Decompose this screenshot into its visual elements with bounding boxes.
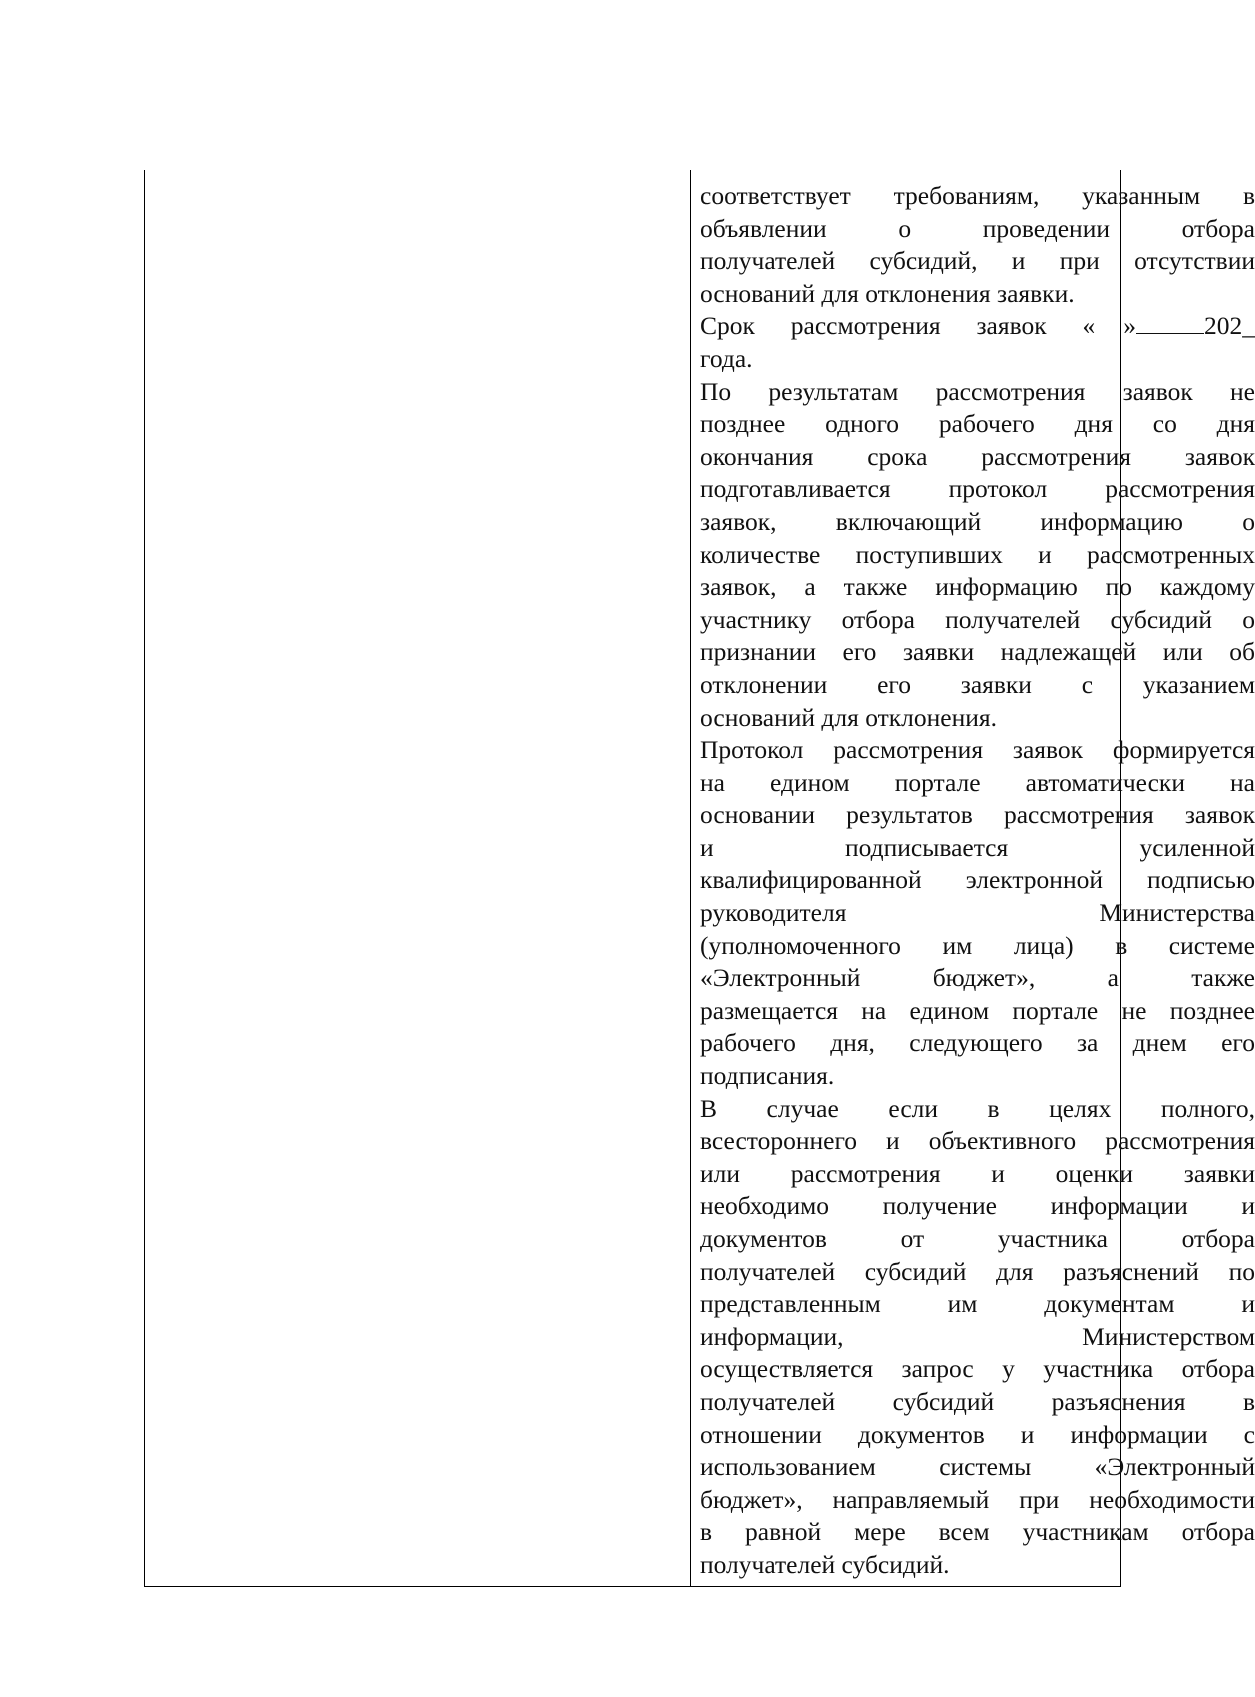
- text-line: основании результатов рассмотрения заявок: [700, 800, 1255, 830]
- text-line: соответствует требованиям, указанным в: [700, 181, 1255, 210]
- text-line: получателей субсидий разъяснения в: [700, 1386, 1255, 1416]
- paragraph-deadline: [700, 310, 1255, 375]
- month-blank-underline: [1136, 311, 1204, 334]
- text-line: заявок, включающий информацию о: [700, 506, 1255, 536]
- text-line: в равной мере всем участникам отбора: [700, 1517, 1255, 1547]
- text-line: Протокол рассмотрения заявок формируется: [700, 735, 1255, 765]
- text-line: признании его заявки надлежащей или об: [700, 637, 1255, 667]
- text-line: бюджет», направляемый при необходимости: [700, 1484, 1255, 1514]
- paragraph-protocol: [700, 734, 1255, 1093]
- text-line: участнику отбора получателей субсидий о: [700, 604, 1255, 634]
- text-line: документов от участника отбора: [700, 1224, 1255, 1253]
- text-line: заявок, а также информацию по каждому: [700, 572, 1255, 602]
- text-line: оснований для отклонения.: [700, 702, 998, 732]
- text-line: информации, Министерством: [700, 1321, 1255, 1351]
- document-table: [144, 170, 1255, 1587]
- text-line: осуществляется запрос у участника отбора: [700, 1354, 1255, 1384]
- text-line: отклонении его заявки с указанием: [700, 669, 1255, 699]
- deadline-prefix: Срок рассмотрения заявок «: [700, 311, 1096, 341]
- text-line: подписания.: [700, 1061, 835, 1091]
- table-cell-left: [145, 170, 690, 1586]
- text-line: использованием системы «Электронный: [700, 1452, 1255, 1482]
- text-line: «Электронный бюджет», а также: [700, 963, 1255, 993]
- text-line: всестороннего и объективного рассмотрения: [700, 1126, 1255, 1156]
- deadline-line: [700, 310, 1255, 343]
- deadline-year: 202_: [1204, 311, 1255, 341]
- text-line: на едином портале автоматически на: [700, 767, 1255, 797]
- table-cell-right: [700, 180, 1255, 1582]
- text-line: получателей субсидий.: [700, 1549, 950, 1579]
- text-line: или рассмотрения и оценки заявки: [700, 1158, 1255, 1188]
- text-line: (уполномоченного им лица) в системе: [700, 930, 1255, 960]
- text-line: размещается на едином портале не позднее: [700, 995, 1255, 1025]
- text-line: и подписывается усиленной: [700, 832, 1255, 862]
- paragraph-requirements: [700, 180, 1255, 310]
- text-line: отношении документов и информации с: [700, 1419, 1255, 1449]
- paragraph-clarification: [700, 1093, 1255, 1582]
- text-line: представленным им документам и: [700, 1289, 1255, 1319]
- text-line: В случае если в целях полного,: [700, 1093, 1255, 1123]
- text-line: По результатам рассмотрения заявок не: [700, 376, 1255, 406]
- text-line: необходимо получение информации и: [700, 1191, 1255, 1221]
- text-line: руководителя Министерства: [700, 898, 1255, 928]
- text-line: окончания срока рассмотрения заявок: [700, 441, 1255, 471]
- column-divider: [690, 170, 691, 1586]
- text-line: оснований для отклонения заявки.: [700, 278, 1075, 308]
- text-line: объявлении о проведении отбора: [700, 213, 1255, 243]
- text-line: подготавливается протокол рассмотрения: [700, 474, 1255, 504]
- text-line: получателей субсидий, и при отсутствии: [700, 246, 1255, 276]
- text-line: рабочего дня, следующего за днем его: [700, 1028, 1255, 1058]
- deadline-close-quote: »: [1123, 311, 1136, 341]
- text-line: года.: [700, 343, 753, 373]
- text-line: позднее одного рабочего дня со дня: [700, 409, 1255, 439]
- text-line: квалифицированной электронной подписью: [700, 865, 1255, 895]
- text-line: количестве поступивших и рассмотренных: [700, 539, 1255, 569]
- text-line: получателей субсидий для разъяснений по: [700, 1256, 1255, 1286]
- paragraph-results: [700, 376, 1255, 735]
